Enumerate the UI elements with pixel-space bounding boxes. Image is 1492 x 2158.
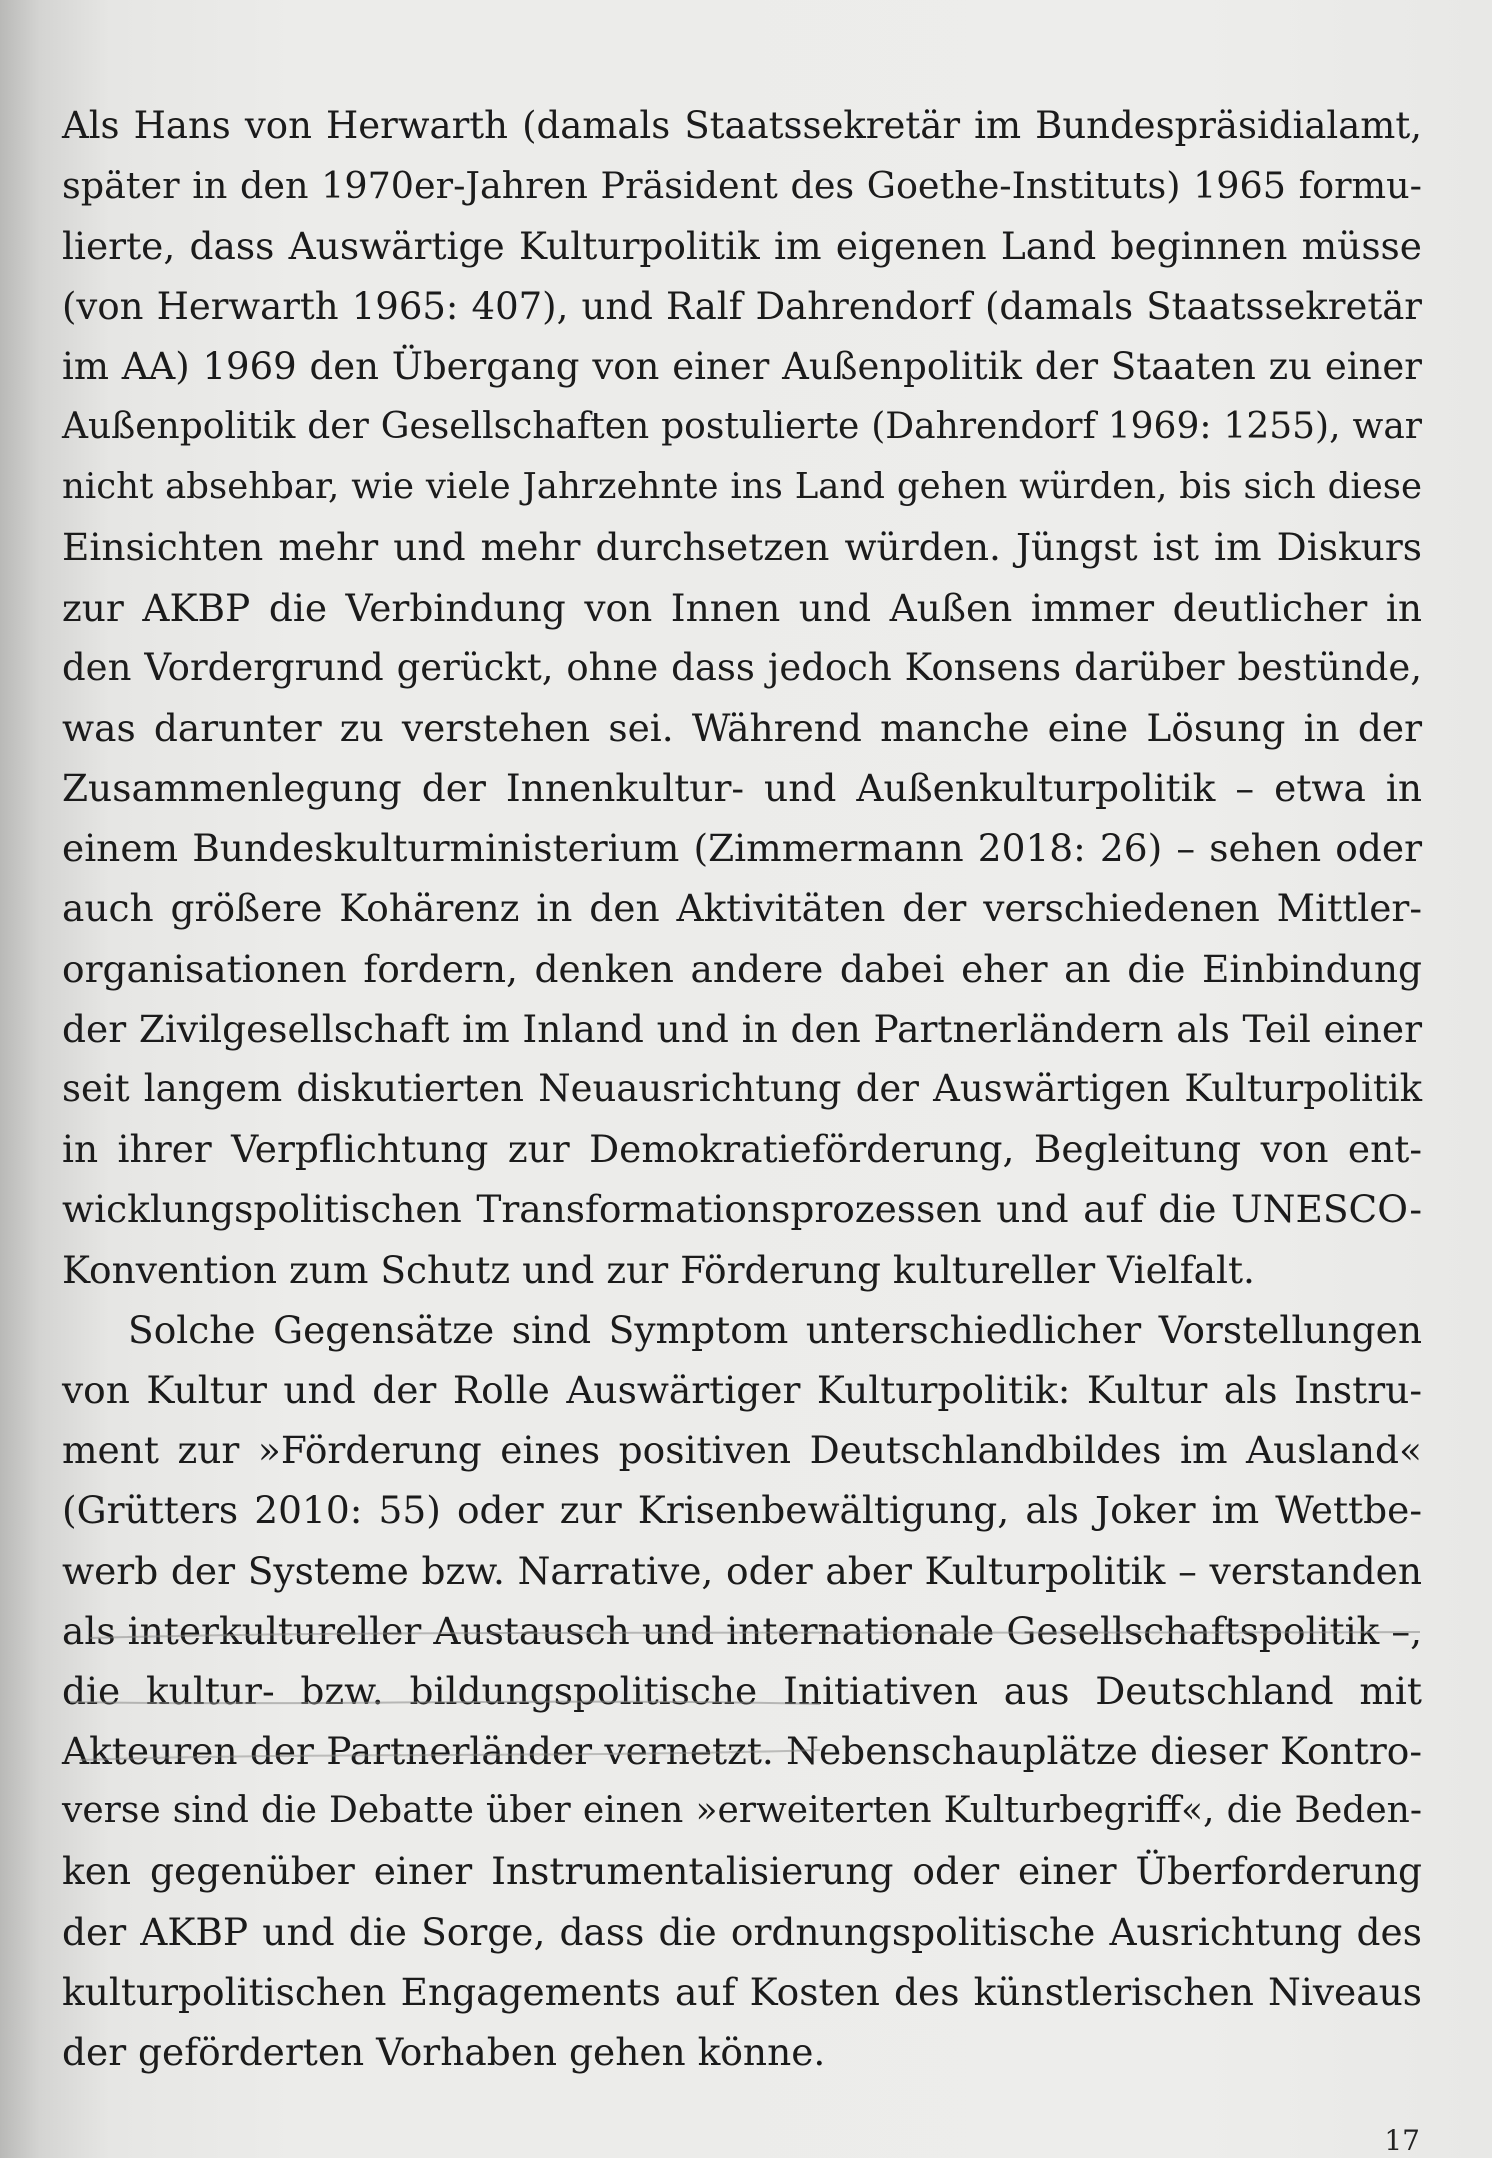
text-line: zur AKBP die Verbindung von Innen und Außen immer deutlicher in [62, 585, 1422, 630]
text-line: Außenpolitik der Gesellschaften postulierte (Dahrendorf 1969: 1255), war [62, 405, 1422, 447]
text-line: den Vordergrund gerückt, ohne dass jedoch Konsens darüber bestünde, [62, 645, 1422, 689]
text-line: ment zur »Förderung eines positiven Deutschlandbildes im Ausland« [62, 1428, 1422, 1473]
text-line: der geförderten Vorhaben gehen könne. [62, 2030, 826, 2074]
text-line: Zusammenlegung der Innenkultur- und Außenkulturpolitik – etwa in [62, 766, 1422, 811]
text-line: als interkultureller Austausch und internationale Gesellschaftspolitik –, [62, 1608, 1422, 1653]
text-line: wicklungspolitischen Transformationsprozessen und auf die UNESCO- [62, 1187, 1422, 1232]
paragraph-1 [62, 96, 1422, 1300]
text-line: werb der Systeme bzw. Narrative, oder aber Kulturpolitik – verstanden [62, 1548, 1422, 1593]
page-number: 17 [1384, 2124, 1420, 2157]
body-text [62, 96, 1422, 2082]
text-line: Akteuren der Partnerländer vernetzt. Nebenschauplätze dieser Kontro- [62, 1729, 1422, 1774]
text-line: nicht absehbar, wie viele Jahrzehnte ins Land gehen würden, bis sich diese [62, 466, 1422, 508]
text-line: Solche Gegensätze sind Symptom unterschiedlicher Vorstellungen [128, 1307, 1422, 1352]
text-line: Konvention zum Schutz und zur Förderung kultureller Vielfalt. [62, 1247, 1255, 1292]
text-line: im AA) 1969 den Übergang von einer Außenpolitik der Staaten zu einer [62, 344, 1422, 388]
text-line: Einsichten mehr und mehr durchsetzen würden. Jüngst ist im Diskurs [62, 525, 1422, 570]
text-line: Als Hans von Herwarth (damals Staatssekretär im Bundespräsidialamt, [62, 104, 1422, 147]
text-line: verse sind die Debatte über einen »erweiterten Kulturbegriff«, die Beden- [62, 1790, 1422, 1832]
text-line: (von Herwarth 1965: 407), und Ralf Dahrendorf (damals Staatssekretär [62, 284, 1422, 328]
text-line: was darunter zu verstehen sei. Während manche eine Lösung in der [62, 705, 1422, 750]
text-line: seit langem diskutierten Neuausrichtung der Auswärtigen Kulturpolitik [62, 1067, 1422, 1110]
text-line: (Grütters 2010: 55) oder zur Krisenbewältigung, als Joker im Wettbe- [62, 1488, 1422, 1533]
text-line: von Kultur und der Rolle Auswärtiger Kulturpolitik: Kultur als Instru- [62, 1367, 1422, 1412]
text-line: kulturpolitischen Engagements auf Kosten des künstlerischen Niveaus [62, 1969, 1422, 2014]
paragraph-2 [62, 1300, 1422, 2082]
text-line: einem Bundeskulturministerium (Zimmermann 2018: 26) – sehen oder [62, 826, 1422, 871]
text-line: lierte, dass Auswärtige Kulturpolitik im eigenen Land beginnen müsse [62, 224, 1422, 269]
text-line: später in den 1970er-Jahren Präsident des Goethe-Instituts) 1965 formu- [62, 164, 1422, 208]
text-line: ken gegenüber einer Instrumentalisierung oder einer Überforderung [62, 1849, 1422, 1894]
text-line: die kultur- bzw. bildungspolitische Initiativen aus Deutschland mit [62, 1668, 1422, 1713]
text-line: auch größere Kohärenz in den Aktivitäten der verschiedenen Mittler- [62, 886, 1422, 931]
text-line: der AKBP und die Sorge, dass die ordnungspolitische Ausrichtung des [62, 1909, 1422, 1954]
text-line: der Zivilgesellschaft im Inland und in den Partnerländern als Teil einer [62, 1006, 1422, 1051]
text-line: organisationen fordern, denken andere dabei eher an die Einbindung [62, 946, 1422, 991]
text-line: in ihrer Verpflichtung zur Demokratieförderung, Begleitung von ent- [62, 1127, 1422, 1172]
